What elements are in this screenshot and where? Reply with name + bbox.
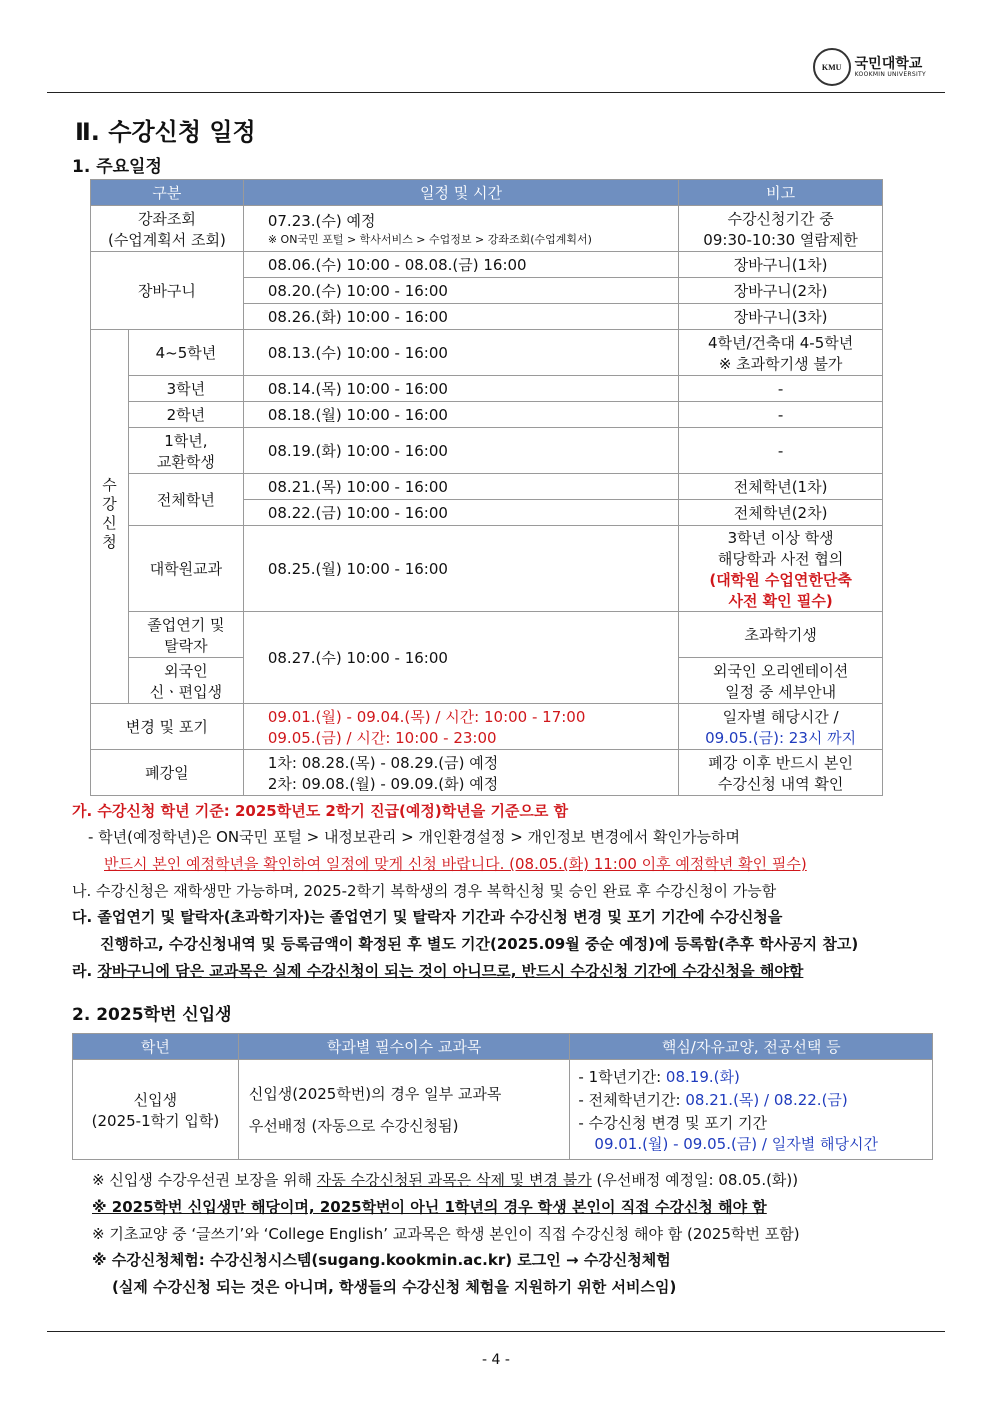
reg-grade3-note: - [679,376,883,402]
th-note: 비고 [679,180,883,206]
page-number: - 4 - [482,1352,510,1368]
reg-grade45-date: 08.13.(수) 10:00 - 16:00 [243,330,678,376]
reg-grade1-date: 08.19.(화) 10:00 - 16:00 [243,428,678,474]
note-ga-2: 반드시 본인 예정학년을 확인하여 일정에 맞게 신청 바랍니다. (08.05.(화) 11:00 이후 예정학년 확인 필수) [104,855,807,873]
cart-note-2: 장바구니(2차) [679,278,883,304]
cancel-note: 폐강 이후 반드시 본인 수강신청 내역 확인 [679,750,883,796]
cart-date-1: 08.06.(수) 10:00 - 08.08.(금) 16:00 [243,252,678,278]
reg-deferred-note: 초과학기생 [679,612,883,658]
reg-grad-date: 08.25.(월) 10:00 - 16:00 [243,526,678,612]
reg-all-label: 전체학년 [128,474,243,526]
note-ga: 가. 수강신청 학년 기준: 2025학년도 2학기 진급(예정)학년을 기준으로 함 [72,802,569,820]
reg-grad-note: 3학년 이상 학생 해당학과 사전 협의 (대학원 수업연한단축 사전 확인 필수) [679,526,883,612]
freshmen-required: 신입생(2025학번)의 경우 일부 교과목 우선배정 (자동으로 수강신청됨) [238,1060,570,1160]
reg-grade45-note: 4학년/건축대 4-5학년 ※ 초과학기생 불가 [679,330,883,376]
cart-label: 장바구니 [91,252,244,330]
note-freshmen-4: ※ 수강신청체험: 수강신청시스템(sugang.kookmin.ac.kr) 로그인 → 수강신청체험 [92,1251,671,1269]
th-grade: 학년 [73,1034,239,1060]
note-da-2: 진행하고, 수강신청내역 및 등록금액이 확정된 후 별도 기간(2025.09월 중순 예정)에 등록함(추후 학사공지 참고) [100,935,859,953]
university-logo [813,48,926,86]
reg-all-date-2: 08.22.(금) 10:00 - 16:00 [243,500,678,526]
change-date: 09.01.(월) - 09.04.(목) / 시간: 10:00 - 17:00 09.05.(금) / 시간: 10:00 - 23:00 [243,704,678,750]
logo-name: 국민대학교 [854,55,923,72]
reg-grade2-date: 08.18.(월) 10:00 - 16:00 [243,402,678,428]
university-seal-icon: KMU [813,48,851,86]
reg-deferred-label: 졸업연기 및 탈락자 [128,612,243,658]
reg-all-date-1: 08.21.(목) 10:00 - 16:00 [243,474,678,500]
note-na: 나. 수강신청은 재학생만 가능하며, 2025-2학기 복학생의 경우 복학신청 및 승인 완료 후 수강신청이 가능함 [72,882,777,900]
reg-grade2-note: - [679,402,883,428]
section-title-main-schedule: 1. 주요일정 [72,157,162,177]
reg-grade3-label: 3학년 [128,376,243,402]
note-ga-1: - 학년(예정학년)은 ON국민 포털 > 내정보관리 > 개인환경설정 > 개인정보 변경에서 확인가능하며 [88,828,740,846]
reg-grade1-label: 1학년, 교환학생 [128,428,243,474]
reg-all-note-2: 전체학년(2차) [679,500,883,526]
reg-grade3-date: 08.14.(목) 10:00 - 16:00 [243,376,678,402]
cancel-date: 1차: 08.28.(목) - 08.29.(금) 예정 2차: 09.08.(월) - 09.09.(화) 예정 [243,750,678,796]
note-freshmen-2: ※ 2025학번 신입생만 해당이며, 2025학번이 아닌 1학년의 경우 학생 본인이 직접 수강신청 해야 함 [92,1198,767,1216]
note-da-1: 다. 졸업연기 및 탈락자(초과학기자)는 졸업연기 및 탈락자 기간과 수강신청 변경 및 포기 기간에 수강신청을 [72,908,783,926]
reg-all-note-1: 전체학년(1차) [679,474,883,500]
page-title: Ⅱ. 수강신청 일정 [75,118,256,146]
cart-note-1: 장바구니(1차) [679,252,883,278]
note-ra: 라. 장바구니에 담은 교과목은 실제 수강신청이 되는 것이 아니므로, 반드시 수강신청 기간에 수강신청을 해야함 [72,962,804,980]
th-schedule: 일정 및 시간 [243,180,678,206]
reg-grade45-label: 4~5학년 [128,330,243,376]
cancel-label: 폐강일 [91,750,244,796]
freshmen-label: 신입생 (2025-1학기 입학) [73,1060,239,1160]
th-elective: 핵심/자유교양, 전공선택 등 [570,1034,933,1060]
schedule-table [90,179,883,796]
reg-grade1-note: - [679,428,883,474]
section-title-freshmen: 2. 2025학번 신입생 [72,1005,232,1025]
top-rule [47,92,945,93]
freshmen-table [72,1033,933,1160]
freshmen-elective: - 1학년기간: 08.19.(화) - 전체학년기간: 08.21.(목) / 08.22.(금) - 수강신청 변경 및 포기 기간 09.01.(월) - 09.05.(금) / 일자별 해당시간 [570,1060,933,1160]
note-freshmen-5: (실제 수강신청 되는 것은 아니며, 학생들의 수강신청 체험을 지원하기 위한 서비스임) [112,1278,677,1296]
reg-foreign-note: 외국인 오리엔테이션 일정 중 세부안내 [679,658,883,704]
course-lookup-date: 07.23.(수) 예정 ※ ON국민 포털 > 학사서비스 > 수업정보 > 강좌조회(수업계획서) [243,206,678,252]
th-category: 구분 [91,180,244,206]
bottom-rule [47,1331,945,1332]
reg-foreign-label: 외국인 신ㆍ편입생 [128,658,243,704]
th-required: 학과별 필수이수 교과목 [238,1034,570,1060]
cart-note-3: 장바구니(3차) [679,304,883,330]
cart-date-2: 08.20.(수) 10:00 - 16:00 [243,278,678,304]
change-note: 일자별 해당시간 / 09.05.(금): 23시 까지 [679,704,883,750]
course-lookup-label: 강좌조회 (수업계획서 조회) [91,206,244,252]
note-freshmen-3: ※ 기초교양 중 ‘글쓰기’와 ‘College English’ 교과목은 학생 본인이 직접 수강신청 해야 함 (2025학번 포함) [92,1225,800,1243]
note-freshmen-1: ※ 신입생 수강우선권 보장을 위해 자동 수강신청된 과목은 삭제 및 변경 불가 (우선배정 예정일: 08.05.(화)) [92,1171,799,1189]
cart-date-3: 08.26.(화) 10:00 - 16:00 [243,304,678,330]
registration-group-label: 수강신청 [91,330,129,704]
reg-grad-label: 대학원교과 [128,526,243,612]
course-lookup-note: 수강신청기간 중 09:30-10:30 열람제한 [679,206,883,252]
reg-grade2-label: 2학년 [128,402,243,428]
change-label: 변경 및 포기 [91,704,244,750]
logo-sub: KOOKMIN UNIVERSITY [854,70,926,78]
reg-deferred-date: 08.27.(수) 10:00 - 16:00 [243,612,678,704]
